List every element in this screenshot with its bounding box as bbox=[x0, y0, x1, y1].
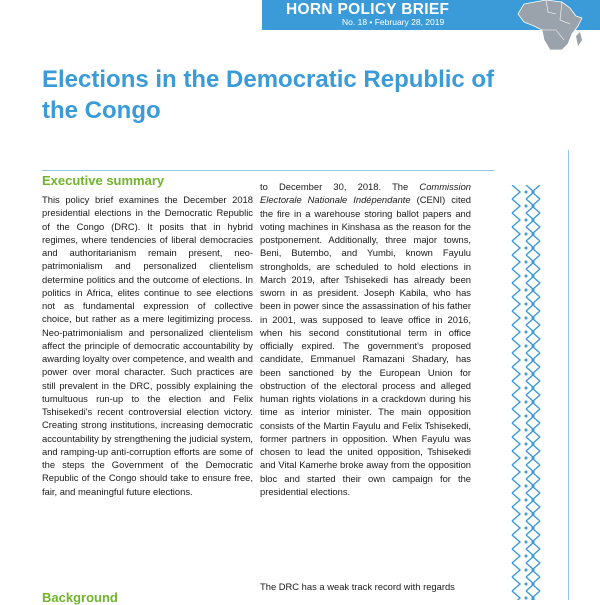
commission-name: Commission Electorale Nationale Indépendante bbox=[260, 181, 471, 206]
right-column-paragraph bbox=[260, 180, 471, 498]
background-heading: Background bbox=[42, 590, 118, 605]
page-title: Elections in the Democratic Republic of the Congo bbox=[42, 66, 495, 124]
executive-summary-heading: Executive summary bbox=[42, 173, 165, 188]
decorative-border-pattern bbox=[506, 185, 546, 600]
brand-title: HORN POLICY BRIEF bbox=[286, 1, 450, 18]
right-column-paragraph-2: The DRC has a weak track record with regards bbox=[260, 581, 455, 592]
africa-map-icon bbox=[516, 0, 586, 50]
paragraph-text: to December 30, 2018. The bbox=[260, 181, 420, 192]
issue-info: No. 18 • February 28, 2019 bbox=[342, 17, 445, 27]
executive-summary-body: This policy brief examines the December 2018 presidential elections in the Democratic Republic of the Congo (DRC). It posits that in hybrid regimes, where tendencies of liberal democracies and authoritarianism remain present, neo-patrimonialism and personalized clientelism determine politics and the outcome of elections. In politics in Africa, elites continue to see elections not as fundamental expression of collective choice, but rather as a mere legitimizing process. Neo-patrimonialism and personalized clientelism affect the principle of democratic accountability by awarding loyalty over competence, and wealth and power over moral character. Such practices are still prevalent in the DRC, possibly explaining the tumultuous run-up to the election and Felix Tshisekedi's recent controversial election victory. Creating strong institutions, increasing democratic accountability by strengthening the judicial system, and ramping-up anti-corruption efforts are some of the steps the Government of the Democratic Republic of the Congo should take to ensure free, fair, and meaningful future elections. bbox=[42, 194, 253, 497]
paragraph-text: (CENI) cited the fire in a warehouse storing ballot papers and voting machines in Kinshasa as the reason for the postponement. Additionally, three major towns, Beni, Butembo, and Yumbi, known Fayulu strongholds, are scheduled to hold elections in March 2019, after Tshisekedi has already been sworn in as president. Joseph Kabila, who has been in power since the assassination of his father in 2001, was supposed to leave office in 2016, when his second constitutional term in office officially expired. The government's proposed candidate, Emmanuel Ramazani Shadary, has been sanctioned by the European Union for obstruction of the electoral process and alleged human rights violations in a crackdown during his time as interior minister. The main opposition consists of the Martin Fayulu and Felix Tshisekedi, former partners in opposition. When Fayulu was chosen to lead the united opposition, Tshisekedi and Vital Kamerhe broke away from the opposition bloc and started their own campaign for the presidential elections. bbox=[260, 194, 472, 497]
side-divider bbox=[568, 150, 569, 600]
